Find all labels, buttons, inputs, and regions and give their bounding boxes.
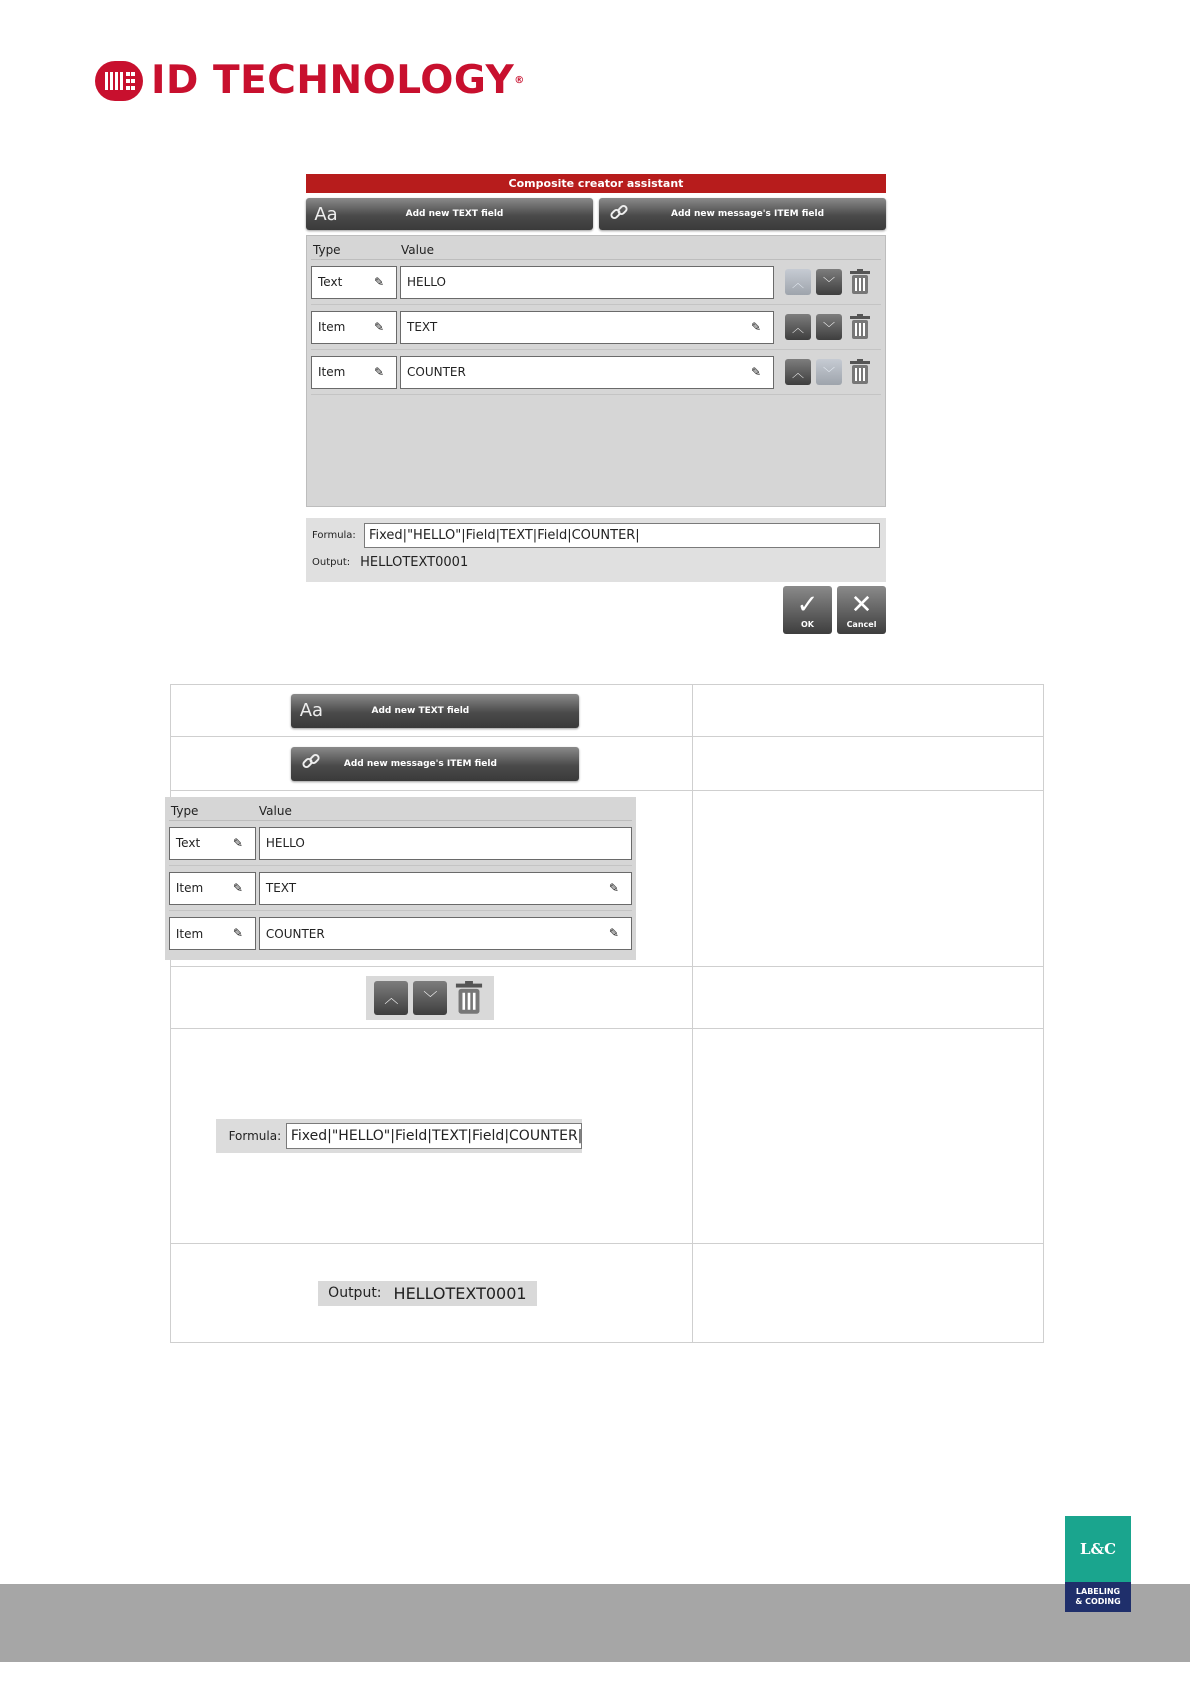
move-down-button[interactable] (413, 981, 447, 1015)
pencil-icon[interactable]: ✎ (608, 880, 619, 895)
pencil-icon[interactable]: ✎ (751, 364, 762, 379)
move-up-button[interactable] (374, 981, 408, 1015)
reference-row (171, 967, 1044, 1029)
column-type-header: Type (170, 804, 199, 818)
lc-badge-logo (1065, 1516, 1131, 1612)
value-input[interactable]: COUNTER ✎ (400, 356, 774, 389)
dialog-actions (783, 586, 886, 634)
type-cell[interactable]: Item ✎ (311, 311, 397, 344)
type-cell[interactable]: Text ✎ (169, 827, 256, 860)
column-type-header: Type (313, 243, 341, 257)
chevron-down-icon: ﹀ (423, 990, 438, 1007)
value-input[interactable]: COUNTER ✎ (259, 917, 632, 950)
dialog-title: Composite creator assistant (306, 174, 886, 193)
add-text-field-button[interactable]: Aa Add new TEXT field (306, 198, 593, 230)
chevron-up-icon: ︿ (791, 275, 804, 290)
brand-mark-icon (95, 61, 143, 101)
row-controls (785, 268, 873, 296)
formula-row (312, 522, 880, 548)
badge-top: L&C (1065, 1516, 1131, 1582)
trash-icon (848, 314, 872, 340)
field-row (169, 866, 632, 911)
formula-label: Formula: (228, 1129, 282, 1143)
output-value: HELLOTEXT0001 (360, 554, 469, 570)
move-up-button[interactable] (785, 359, 811, 385)
reference-row (171, 685, 1044, 737)
chevron-down-icon: ﹀ (822, 320, 835, 335)
composite-creator-dialog (306, 174, 886, 629)
field-row (169, 821, 632, 866)
move-up-button[interactable] (785, 314, 811, 340)
grid-header (169, 797, 632, 821)
badge-bottom: LABELING & CODING (1065, 1582, 1131, 1612)
reference-row (171, 791, 1044, 967)
move-up-button[interactable] (785, 269, 811, 295)
trash-icon (848, 269, 872, 295)
close-icon: ✕ (850, 589, 873, 620)
field-row (169, 911, 632, 956)
chevron-up-icon: ︿ (384, 990, 399, 1007)
dialog-toolbar (306, 198, 886, 230)
link-icon (599, 202, 639, 227)
move-down-button[interactable] (816, 359, 842, 385)
fields-grid-excerpt (165, 797, 636, 960)
output-excerpt (318, 1281, 536, 1306)
cancel-button[interactable]: ✕ Cancel (837, 586, 886, 634)
move-down-button[interactable] (816, 314, 842, 340)
delete-button[interactable] (847, 358, 873, 386)
reference-row (171, 737, 1044, 791)
fields-grid (306, 235, 886, 507)
pencil-icon[interactable]: ✎ (374, 274, 385, 289)
type-cell[interactable]: Item ✎ (169, 872, 256, 905)
move-down-button[interactable] (816, 269, 842, 295)
trash-icon (848, 359, 872, 385)
pencil-icon[interactable]: ✎ (608, 926, 619, 940)
field-row (311, 350, 881, 395)
output-label: Output: (328, 1285, 382, 1301)
brand-logo (95, 60, 525, 102)
pencil-icon[interactable]: ✎ (232, 880, 243, 895)
chevron-up-icon: ︿ (791, 365, 804, 380)
field-row (311, 305, 881, 350)
check-icon: ✓ (796, 589, 819, 620)
add-item-field-button[interactable]: Add new message's ITEM field (599, 198, 886, 230)
pencil-icon[interactable]: ✎ (374, 364, 385, 379)
formula-input[interactable]: Fixed|"HELLO"|Field|TEXT|Field|COUNTER| (364, 523, 880, 548)
type-cell[interactable]: Item ✎ (169, 917, 256, 950)
formula-panel (306, 518, 886, 582)
pencil-icon[interactable]: ✎ (232, 835, 243, 850)
row-controls-excerpt (366, 976, 494, 1020)
grid-header (311, 236, 881, 260)
row-controls (785, 358, 873, 386)
pencil-icon[interactable]: ✎ (751, 319, 762, 334)
row-controls (785, 313, 873, 341)
column-value-header: Value (401, 243, 434, 257)
reference-row (171, 1029, 1044, 1244)
value-input[interactable]: HELLO (400, 266, 774, 299)
footer-band (0, 1584, 1190, 1662)
chevron-down-icon: ﹀ (822, 365, 835, 380)
add-item-field-button[interactable]: Add new message's ITEM field (291, 747, 579, 781)
delete-button[interactable] (847, 313, 873, 341)
formula-excerpt (216, 1119, 582, 1153)
trash-icon (453, 981, 485, 1015)
field-row (311, 260, 881, 305)
pencil-icon[interactable]: ✎ (232, 926, 243, 940)
text-aa-icon: Aa (314, 203, 338, 225)
output-label: Output: (312, 556, 351, 568)
type-cell[interactable]: Text ✎ (311, 266, 397, 299)
add-text-field-button[interactable]: Aa Add new TEXT field (291, 694, 579, 728)
delete-button[interactable] (847, 268, 873, 296)
brand-name: ID TECHNOLOGY® (151, 58, 525, 103)
text-aa-icon: Aa (299, 700, 324, 721)
value-input[interactable]: TEXT ✎ (259, 872, 632, 905)
chevron-up-icon: ︿ (791, 320, 804, 335)
link-icon (291, 751, 331, 776)
output-row (312, 548, 880, 576)
reference-row (171, 1244, 1044, 1343)
column-value-header: Value (258, 804, 292, 818)
type-cell[interactable]: Item ✎ (311, 356, 397, 389)
output-value: HELLOTEXT0001 (393, 1283, 527, 1303)
pencil-icon[interactable]: ✎ (374, 319, 385, 334)
delete-button[interactable] (452, 981, 486, 1015)
value-input[interactable]: TEXT ✎ (400, 311, 774, 344)
formula-label: Formula: (312, 529, 356, 541)
formula-input[interactable]: Fixed|"HELLO"|Field|TEXT|Field|COUNTER| (286, 1123, 582, 1149)
ok-button[interactable]: ✓ OK (783, 586, 832, 634)
value-input[interactable]: HELLO (259, 827, 632, 860)
chevron-down-icon: ﹀ (822, 275, 835, 290)
reference-table (170, 684, 1044, 1343)
